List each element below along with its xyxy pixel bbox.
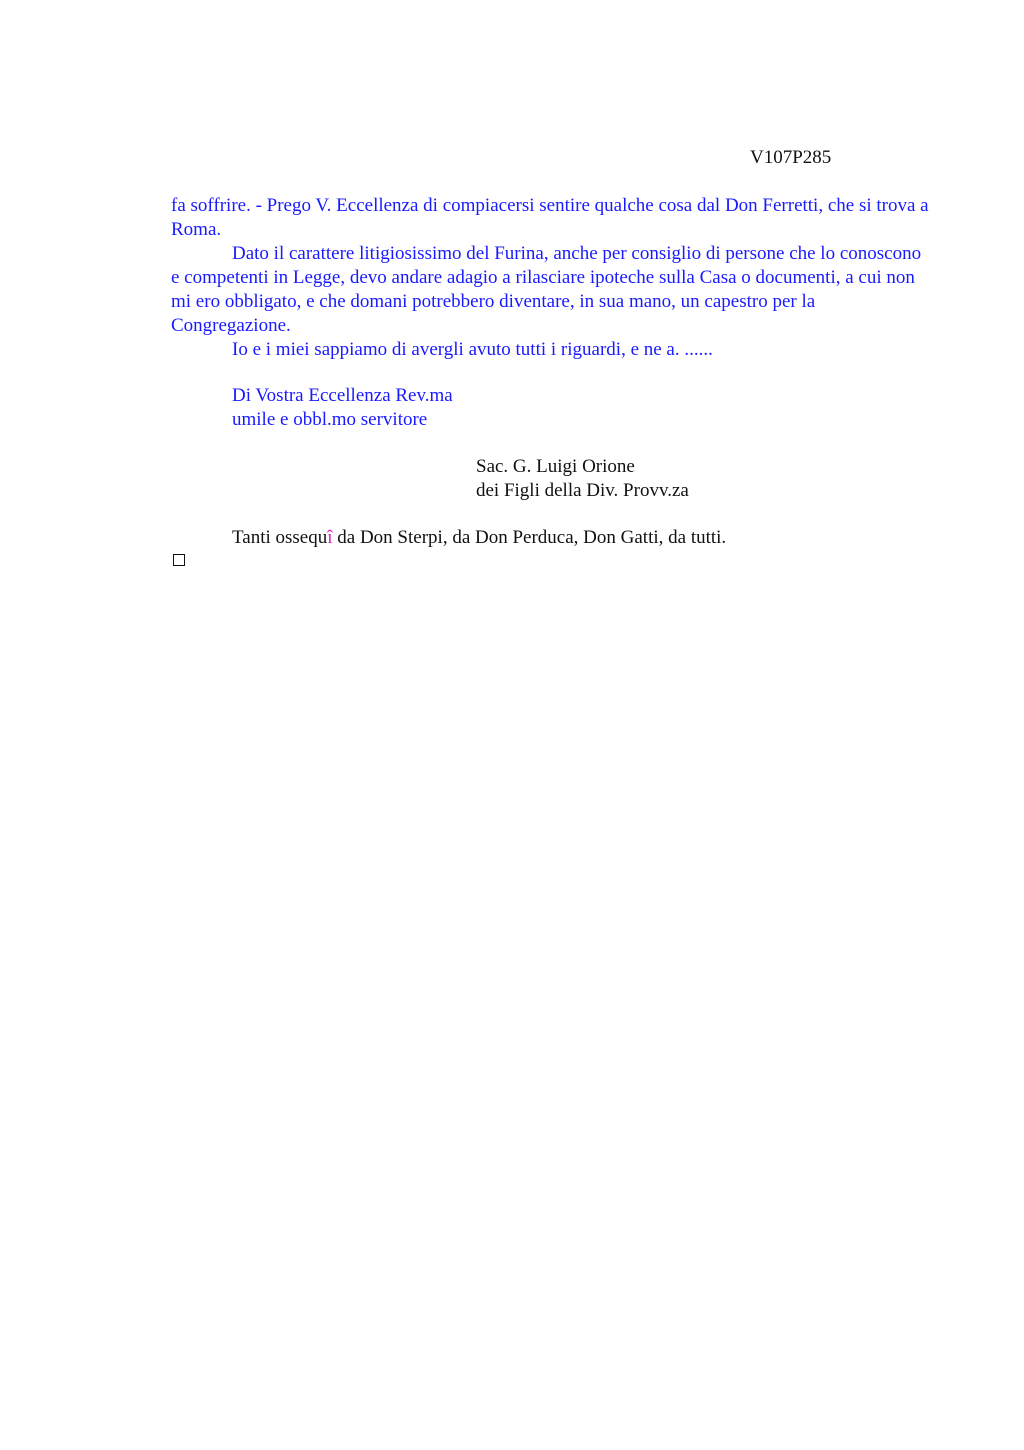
letter-body — [171, 194, 931, 362]
paragraph-1: fa soffrire. - Prego V. Eccellenza di compiacersi sentire qualche cosa dal Don Ferretti, che si trova a Roma. — [171, 195, 929, 240]
closing-formula — [232, 384, 453, 432]
end-marker-box-icon — [173, 554, 185, 566]
paragraph-3: Io e i miei sappiamo di avergli avuto tutti i riguardi, e ne a. ...... — [232, 339, 713, 360]
page-reference: V107P285 — [750, 147, 832, 168]
postscript-text-start: Tanti ossequ — [232, 527, 328, 548]
closing-line-1: Di Vostra Eccellenza Rev.ma — [232, 385, 453, 406]
paragraph-2: Dato il carattere litigiosissimo del Furina, anche per consiglio di persone che lo conoscono e competenti in Legge, devo andare adagio a rilasciare ipoteche sulla Casa o documenti, a cui non mi ero obbligato, e che domani potrebbero diventare, in sua mano, un capestro per la Congregazione. — [171, 243, 922, 336]
postscript — [232, 526, 726, 550]
signature-block — [476, 455, 689, 503]
signature-title: dei Figli della Div. Provv.za — [476, 480, 689, 501]
closing-line-2: umile e obbl.mo servitore — [232, 409, 428, 430]
postscript-accent-char: î — [327, 527, 333, 548]
postscript-text-end: da Don Sterpi, da Don Perduca, Don Gatti, da tutti. — [332, 527, 727, 548]
signature-name: Sac. G. Luigi Orione — [476, 456, 635, 477]
